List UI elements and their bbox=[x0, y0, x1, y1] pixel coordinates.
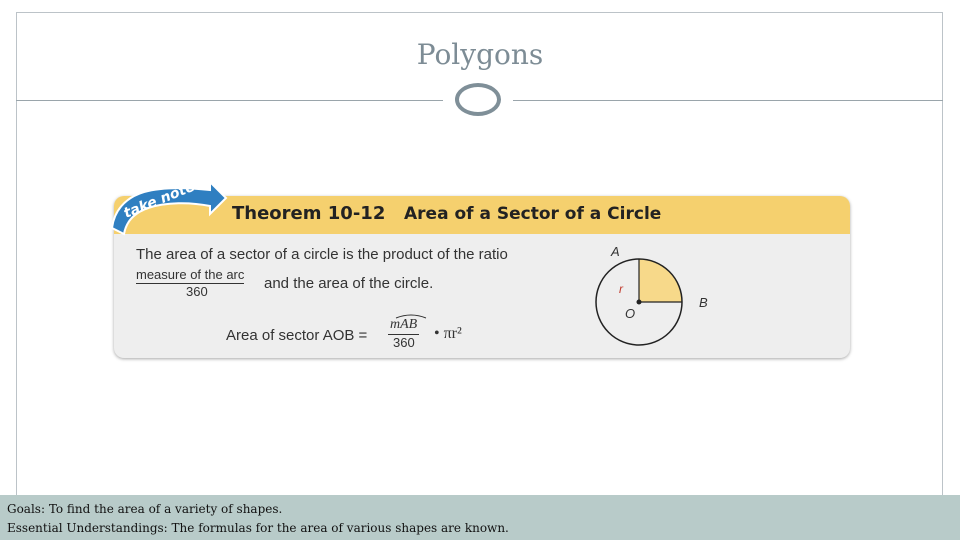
take-note-banner bbox=[106, 178, 228, 238]
label-r: r bbox=[619, 282, 623, 296]
footer-bar bbox=[0, 495, 960, 540]
sector-diagram bbox=[594, 240, 714, 352]
ratio-numerator: measure of the arc bbox=[136, 267, 245, 282]
label-a: A bbox=[611, 244, 620, 259]
formula-denominator: 360 bbox=[393, 335, 415, 350]
theorem-title: Area of a Sector of a Circle bbox=[404, 204, 662, 224]
formula-tail: • πr² bbox=[434, 325, 462, 342]
title-rule-left bbox=[16, 100, 443, 101]
banner-text: take note bbox=[121, 178, 198, 222]
formula-numerator bbox=[388, 317, 419, 335]
slide-title: Polygons bbox=[416, 38, 544, 71]
formula-label: Area of sector AOB = bbox=[226, 327, 368, 344]
label-b: B bbox=[699, 295, 708, 310]
theorem-number: Theorem 10-12 bbox=[232, 203, 386, 224]
statement-line-1: The area of a sector of a circle is the product of the ratio bbox=[136, 246, 508, 263]
formula-numerator-text: mAB bbox=[390, 317, 418, 332]
label-o: O bbox=[625, 306, 636, 321]
essential-understandings-text: Essential Understandings: The formulas for the area of various shapes are known. bbox=[7, 521, 509, 535]
title-ring-ornament bbox=[455, 83, 501, 116]
ratio-denominator: 360 bbox=[186, 284, 208, 299]
goals-text: Goals: To find the area of a variety of shapes. bbox=[7, 502, 283, 516]
arc-overline-icon bbox=[394, 313, 428, 319]
title-rule-right bbox=[513, 100, 943, 101]
statement-line-2: and the area of the circle. bbox=[264, 275, 434, 292]
center-point bbox=[637, 300, 642, 305]
